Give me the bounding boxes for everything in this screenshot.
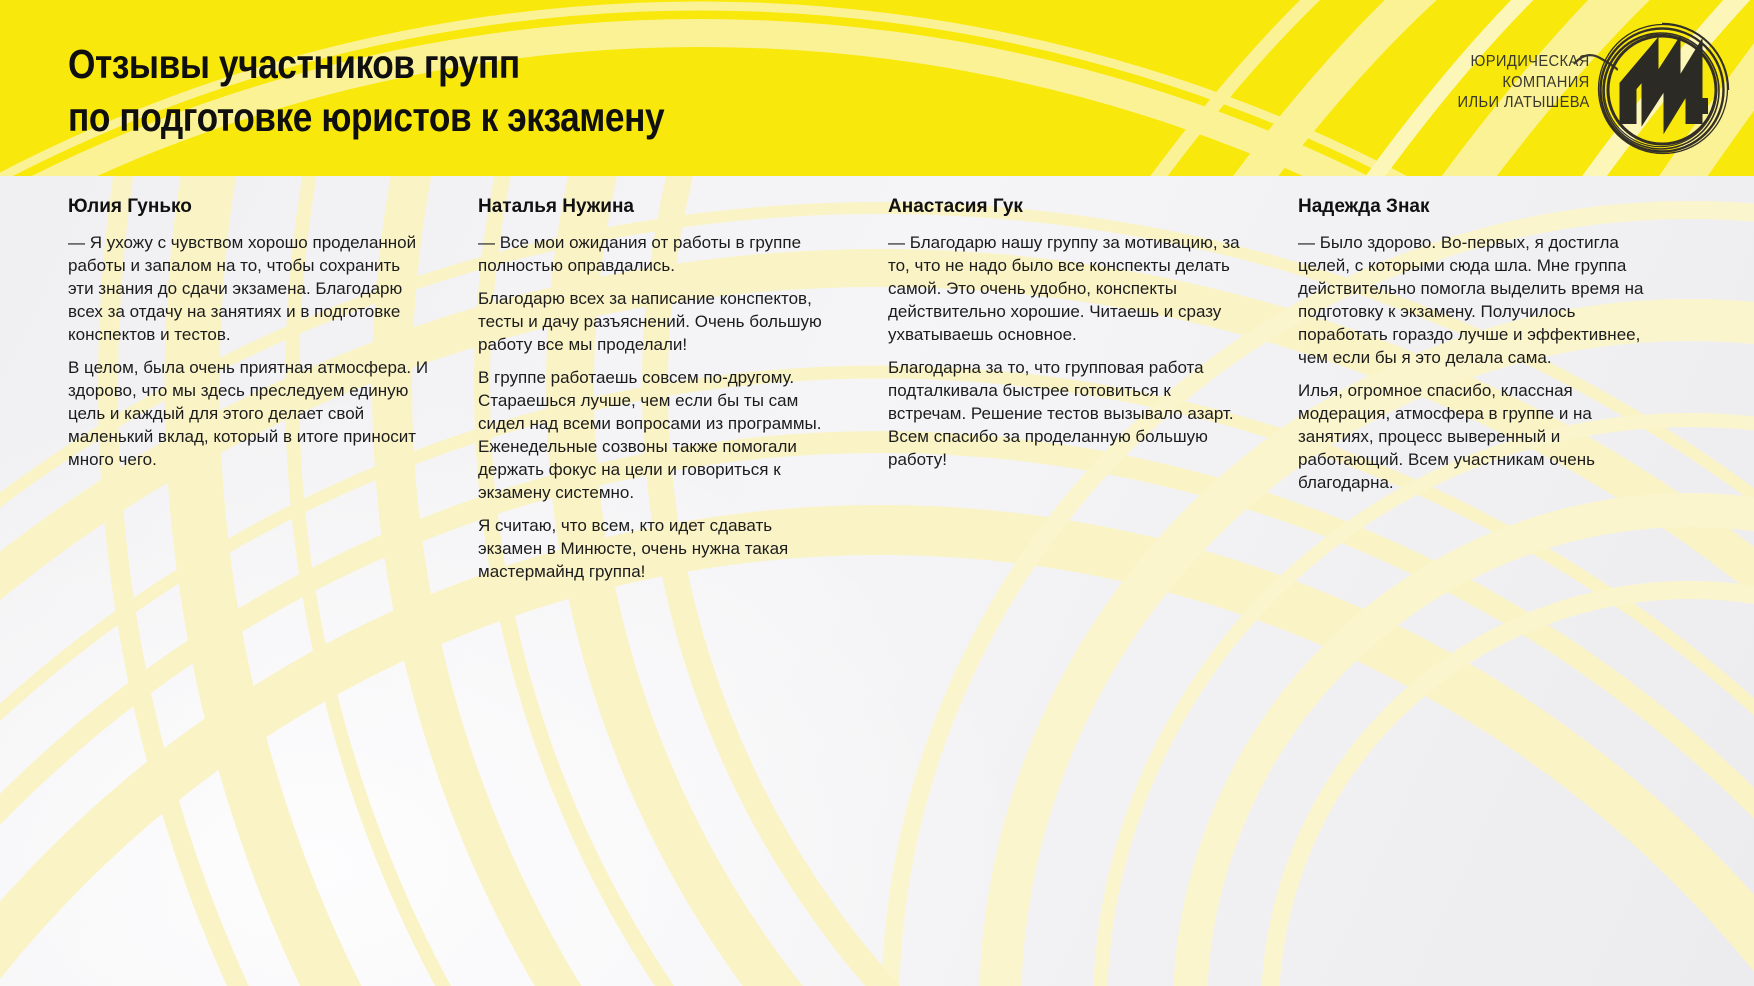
title-line-2: по подготовке юристов к экзамену [68, 94, 665, 140]
logo-text-line-2: КОМПАНИЯ [1502, 73, 1590, 91]
testimonial-paragraph: Я считаю, что всем, кто идет сдавать экзамен в Минюсте, очень нужна такая мастермайнд группа! [478, 516, 789, 581]
title-line-1: Отзывы участников групп [68, 41, 520, 87]
testimonial-paragraph: В целом, была очень приятная атмосфера. И здорово, что мы здесь преследуем единую цель и каждый для этого делает свой маленький вклад, который в итоге приносит много чего. [68, 358, 429, 469]
testimonial-paragraph: Благодарна за то, что групповая работа подталкивала быстрее готовиться к встречам. Решение тестов вызывало азарт. Всем спасибо за проделанную большую работу! [888, 358, 1234, 469]
logo-text-line-1: ЮРИДИЧЕСКАЯ [1470, 53, 1590, 70]
content-area [0, 176, 1754, 986]
testimonial-paragraph: В группе работаешь совсем по-другому. Стараешься лучше, чем если бы ты сам сидел над всеми вопросами из программы. Еженедельные созвоны также помогали держать фокус на цели и говориться к экзамену системно. [478, 368, 822, 502]
testimonial-paragraph: — Было здорово. Во-первых, я достигла целей, с которыми сюда шла. Мне группа действительно помогла выделить время на подготовку к экзамену. Получилось поработать гораздо лучше и эффективнее, чем если бы я это делала сама. [1298, 233, 1644, 367]
testimonial-column-2 [478, 196, 840, 593]
page-title [68, 38, 664, 144]
testimonial-paragraph: — Я ухожу с чувством хорошо проделанной работы и запалом на то, чтобы сохранить эти знания до сдачи экзамена. Благодарю всех за отдачу на занятиях и в подготовке конспектов и тестов. [68, 233, 417, 344]
testimonial-column-1 [68, 196, 430, 593]
logo-text-line-3: ИЛЬИ ЛАТЫШЕВА [1457, 94, 1590, 111]
participant-name: Надежда Знак [1298, 196, 1430, 217]
testimonial-paragraph: — Все мои ожидания от работы в группе полностью оправдались. [478, 233, 802, 275]
participant-name: Наталья Нужина [478, 196, 634, 217]
testimonial-paragraph: Благодарю всех за написание конспектов, тесты и дачу разъяснений. Очень большую работу все мы проделали! [478, 289, 822, 354]
participant-name: Юлия Гунько [68, 196, 192, 217]
testimonial-column-4 [1298, 196, 1660, 593]
participant-name: Анастасия Гук [888, 196, 1023, 217]
testimonial-paragraph: — Благодарю нашу группу за мотивацию, за то, что не надо было все конспекты делать самой. Это очень удобно, конспекты действительно хорошие. Читаешь и сразу ухватываешь основное. [888, 233, 1240, 344]
company-monogram-icon [1592, 20, 1732, 160]
testimonial-paragraph: Илья, огромное спасибо, классная модерация, атмосфера в группе и на занятиях, процесс выверенный и работающий. Всем участникам очень благодарна. [1298, 381, 1595, 492]
testimonials-grid [68, 196, 1660, 593]
testimonial-column-3 [888, 196, 1250, 593]
page-header [0, 0, 1754, 176]
company-logo [1316, 0, 1736, 176]
logo-company-name [1458, 52, 1590, 114]
